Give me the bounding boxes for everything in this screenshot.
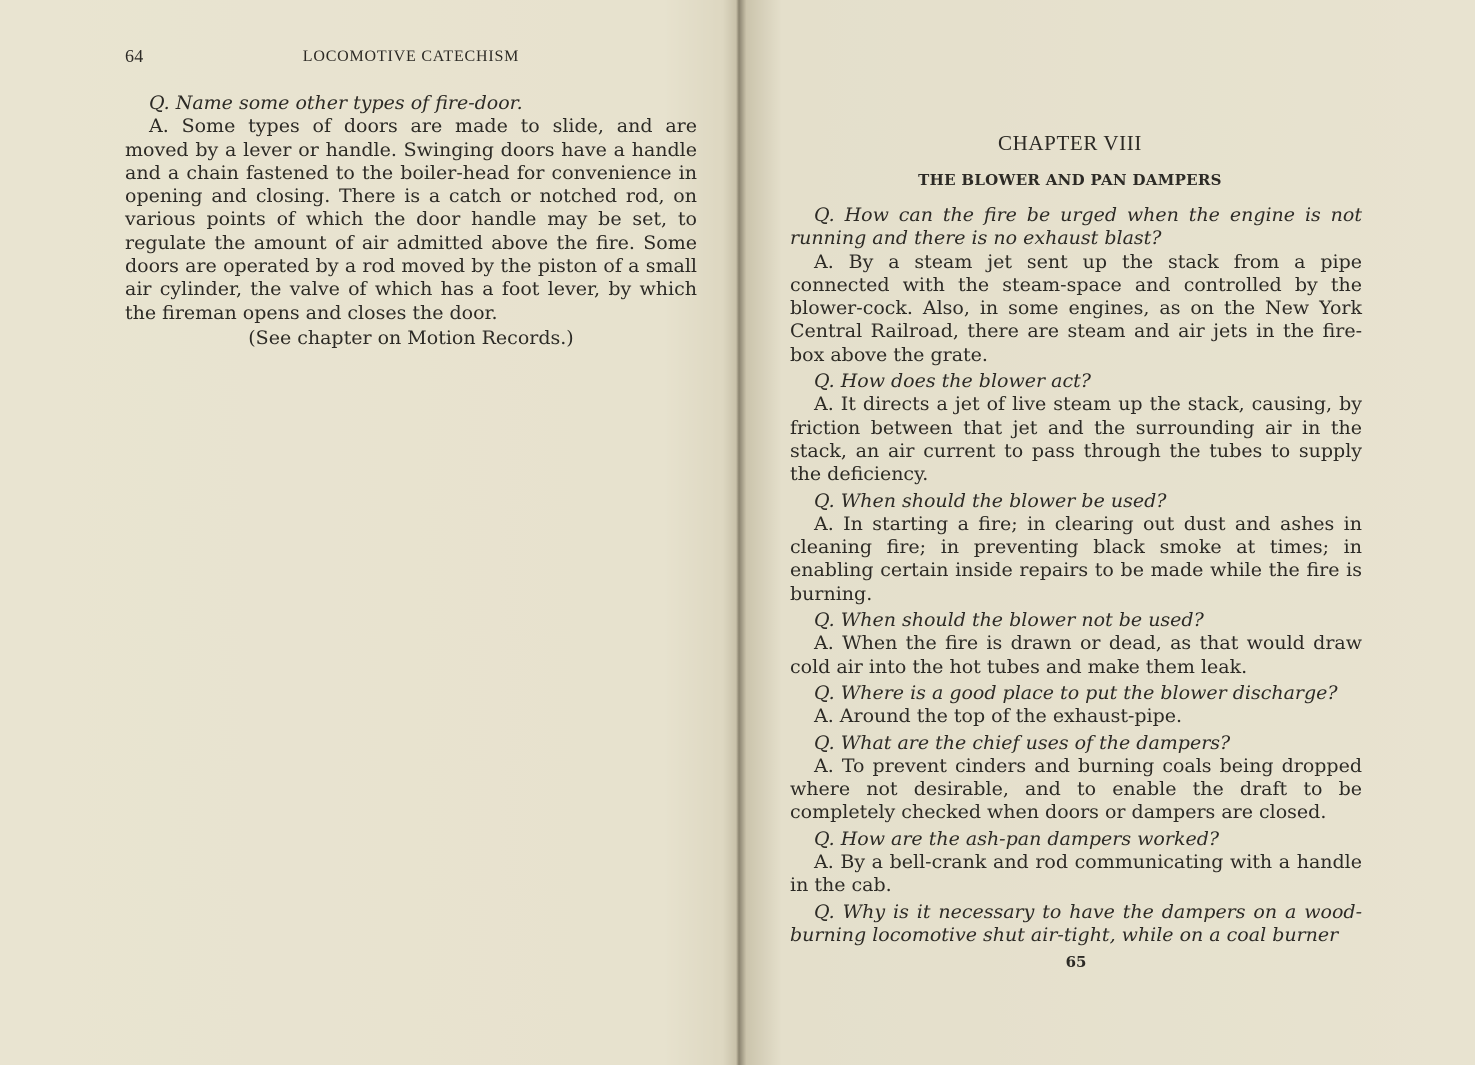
question-paragraph: Q. How are the ash-pan dampers worked? xyxy=(814,827,1220,850)
page-number: 64 xyxy=(125,46,144,66)
chapter-subtitle: THE BLOWER AND PAN DAMPERS xyxy=(918,171,1222,189)
page-number: 65 xyxy=(1065,953,1087,971)
question-paragraph: Q. Where is a good place to put the blower discharge? xyxy=(814,681,1338,704)
right-page xyxy=(740,0,1475,1065)
question-paragraph: Q. How can the fire be urged when the engine is not running and there is no exhaust blast? xyxy=(790,204,1362,250)
answer-paragraph: A. By a steam jet sent up the stack from a pipe connected with the steam-space and controlled by the blower-cock. Also, in some engines, as on the New York Central Railroad, there are steam and air jets in the fire-box above the grate. xyxy=(790,250,1362,366)
answer-paragraph: A. It directs a jet of live steam up the stack, causing, by friction between that jet and the surrounding air in the stack, an air current to pass through the tubes to supply the deficiency. xyxy=(790,393,1362,486)
question-paragraph: Q. How does the blower act? xyxy=(814,370,1091,393)
answer-paragraph: A. In starting a fire; in clearing out dust and ashes in cleaning fire; in preventing black smoke at times; in enabling certain inside repairs to be made while the fire is burning. xyxy=(790,512,1362,605)
answer-paragraph: A. Some types of doors are made to slide, and are moved by a lever or handle. Swinging doors have a handle and a chain fastened to the boiler-head for convenience in opening and closing. There is a catch or notched rod, on various points of which the door handle may be set, to regulate the amount of air admitted above the fire. Some doors are operated by a rod moved by the piston of a small air cylinder, the valve of which has a foot lever, by which the fireman opens and closes the door. xyxy=(125,115,697,324)
question-paragraph: Q. When should the blower not be used? xyxy=(814,609,1204,632)
question-paragraph: Q. When should the blower be used? xyxy=(814,489,1167,512)
running-head xyxy=(125,46,697,70)
chapter-heading: CHAPTER VIII xyxy=(998,131,1142,155)
running-title: LOCOMOTIVE CATECHISM xyxy=(302,48,520,65)
answer-paragraph: A. By a bell-crank and rod communicating with a handle in the cab. xyxy=(790,851,1362,897)
answer-paragraph: A. To prevent cinders and burning coals being dropped where not desirable, and to enable the draft to be completely checked when doors or dampers are closed. xyxy=(790,754,1362,824)
question-paragraph: Q. Why is it necessary to have the dampers on a wood-burning locomotive shut air-tight, while on a coal burner xyxy=(790,900,1362,946)
left-page-body xyxy=(125,92,697,350)
question-paragraph: Q. Name some other types of fire-door. xyxy=(149,92,523,114)
cross-reference-note: (See chapter on Motion Records.) xyxy=(248,326,574,349)
answer-paragraph: A. Around the top of the exhaust-pipe. xyxy=(814,705,1183,728)
answer-paragraph: A. When the fire is drawn or dead, as that would draw cold air into the hot tubes and make them leak. xyxy=(790,632,1362,678)
question-paragraph: Q. What are the chief uses of the dampers? xyxy=(814,731,1231,754)
right-page-body xyxy=(790,204,1362,947)
